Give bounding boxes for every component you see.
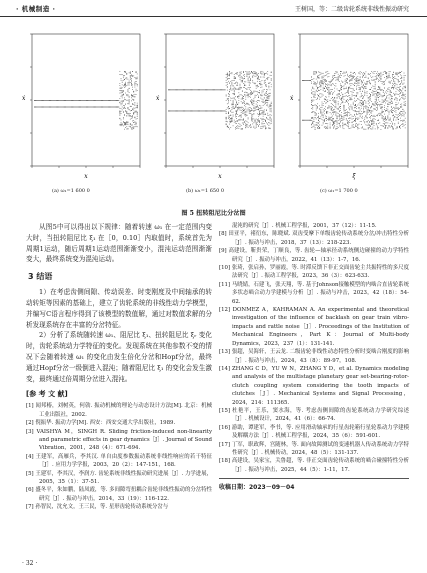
y-axis-label: ẋ: [156, 95, 160, 102]
reference-item: [16] 游助，谭建军，李书，等. 应用滑动轴承的行星齿轮箱行星轮系动力学建模及解耦方法［J］. 机械工程学报，2024，35（6）：591-601.: [219, 424, 409, 440]
paragraph-conclusion-1: 1）在考虑齿侧间隙、传动误差、时变刚度及中间轴承的转动转矩等因素的基础上，建立了齿轮系统的非线性动力学模型，并编写C语言程序得到了该模型的数值解，通过对数值求解的分析发现系统存在丰富的分岔特征。: [26, 288, 212, 329]
reference-item: [4] 王建军，高雁兵，李其汉. 单自由度参数振动系统非线性响应的若干特征［J］. 应用力学学报，2003，20（2）：147-151，168.: [26, 453, 212, 469]
paragraph-conclusion-2: 2）分析了系统随转速 ω₁、阻尼比 ξ₁、扭转阻尼比 ξᵣ 变化时，齿轮系统动力学特征的变化。发现系统在其他参数不变的情况下会随着转速 ω₁ 的变化由发生倍化分岔和Hopf分岔，最终通过Hopf分岔一级倒进入混沌；随着阻尼比 ξ₁ 的变化会发生激变，最终通过倍周期分岔进入混沌。: [26, 331, 212, 383]
reference-item: [5] 王建军，李其汉，李润方. 齿轮系统非线性振动研究进展［J］. 力学进展，2005，35（1）：37-51.: [26, 470, 212, 486]
references-heading: [参 考 文 献]: [26, 390, 68, 399]
reference-item: [11] 马晓婧，石建飞，张天翔，等. 基于Johnson接触模型的内啮合直齿轮系统多状态啮合动力学建模与分析［J］. 振动与冲击，2023，42（18）：54-62.: [219, 281, 409, 305]
reference-item: [15] 杜艳平，王乐，窦水海，等. 考虑齿侧间隙的齿轮系统动力学研究综述［J］. 机械设计，2024，41（6）：66-74.: [219, 407, 409, 423]
x-axis-label: x: [218, 173, 222, 180]
bifurcation-panel-a: [18, 30, 146, 194]
running-title: 王树国，等：二级齿轮系统非线性振动研究: [294, 6, 409, 13]
figure-5: [14, 30, 414, 200]
reference-item: [2] 倪振华. 振动力学[M]. 西安：西安交通大学出版社，1989.: [26, 420, 176, 427]
left-column: [26, 222, 212, 512]
y-axis-label: ẋ: [22, 95, 26, 102]
bifurcation-panel-b: [152, 30, 280, 194]
running-header: [0, 0, 427, 17]
reference-item: [3] VAISHYA M，SINGH R. Sliding friction-induced non-linearity and parametric effects in gear dynamics［J］. Journal of Sound Vibration，2001，248（4）：671-694.: [26, 428, 212, 452]
paragraph-findings: 从图5中可以得出以下规律：随着转速 ω₁ 在一定范围内变大时，当扭转阻尼比 ξ₁ 在［0，0.10］内取值时，系统首先为周期1运动，随后周期1运动范围渐渐变小，混沌运动范围渐渐变大，最终系统变为混沌运动。: [26, 223, 212, 264]
bifurcation-panel-c: [286, 30, 414, 194]
reference-item: [7] 孙智民，沈允文，王三民，等. 星形齿轮传动系统分岔与: [26, 504, 169, 511]
reference-item: [9] 高建设，靳贵荣，丁顺良，等. 齿轮—轴承径动系统侧边碰撞的动力学特性研究［J］. 振动与冲击，2022，41（13）：1-7，16.: [219, 248, 409, 263]
reference-item: [1] 闻邦椿，刘树英，何勍. 振动机械的理论与动态设计方法[M]. 北京：机械工业出版社，2002.: [26, 403, 212, 418]
reference-continuation: 混沌的研究［J］. 机械工程学报，2001，37（12）：11-15.: [232, 223, 377, 229]
reference-item: [14] ZHANG C D，YU W N，ZHANG Y D，et al. Dynamics modeling and analysis of the multistage planetary gear set-bearing-rotor-clutch coupling system considering the tooth impacts of clutches［J］. Mechanical Systems and Signal Processing，2024，214：111365.: [219, 365, 409, 406]
panel-label-c: (c) ω₁=1 700 0: [320, 188, 358, 194]
bifurcation-plot-c: [286, 30, 414, 186]
reference-item: [17] 丁军，职政辉，宫随林，等. 面向故障测试的变速机器人传动系统动力学特性研究［J］. 机械传动，2024，48（5）：131-137.: [219, 441, 409, 456]
reference-item: [10] 张琦，张启孙，罗丽霞，等. 时滞反馈下非正交面齿轮主共振特性的多尺度法研究［J］. 振动工程学报，2023，36（3）：623-633.: [219, 265, 409, 280]
right-column: [219, 222, 409, 491]
reference-item: [18] 高建设，吴家宝，关鲁超，等. 非正交面齿轮传动系统的啮合碰撞特性分析［J］. 振动与冲击，2025，44（5）：1-11，17.: [219, 458, 409, 473]
reference-item: [8] 田亚平，褚衍东，陈晓斌. 双齿受摩下单级齿轮传动系统分岔/冲击特性分析［J］. 振动与冲击，2018，37（13）：218-223.: [219, 231, 409, 246]
y-axis-label: ẋ: [290, 95, 294, 102]
bifurcation-plot-a: [18, 30, 146, 186]
reference-item: [12] DONMEZ A，KAHRAMAN A. An experimental and theoretical investigation of the influence of backlash on gear train vibro-impacts and rattle noise［J］. Proceedings of the Institution of Mechanical Engineers，Part K：Journal of Multi-body Dynamics，2023，237（1）：131-141.: [219, 307, 409, 347]
received-date: 收稿日期：2023－09－04: [219, 478, 409, 491]
bifurcation-plot-b: [152, 30, 280, 186]
panel-label-a: (a) ω₁=1 600 0: [52, 188, 90, 194]
reference-item: [13] 張超，吴海轩，王云龙. 二级齿轮非线性动态特性分析时变啮合刚度的影响［J］. 振动与冲击，2024，43（8）：89-97，108.: [219, 349, 409, 364]
section-heading-conclusion: 3 结语: [28, 272, 53, 282]
figure-caption: 图 5 扭转阻尼比分岔图: [181, 210, 246, 217]
reference-item: [6] 盛冬平，朱如鹏，陆凤霞，等. 多间隙弯扭耦合齿轮非线性振动的分岔特性研究［J］. 振动与冲击，2014，33（19）：116-122.: [26, 487, 212, 502]
journal-name: · 机械制造 ·: [16, 5, 56, 13]
x-axis-label: x: [84, 173, 88, 180]
x-axis-label: ξ: [352, 173, 356, 180]
panel-label-b: (b) ω₁=1 650 0: [186, 188, 225, 194]
page-number: · 32 ·: [22, 560, 38, 567]
